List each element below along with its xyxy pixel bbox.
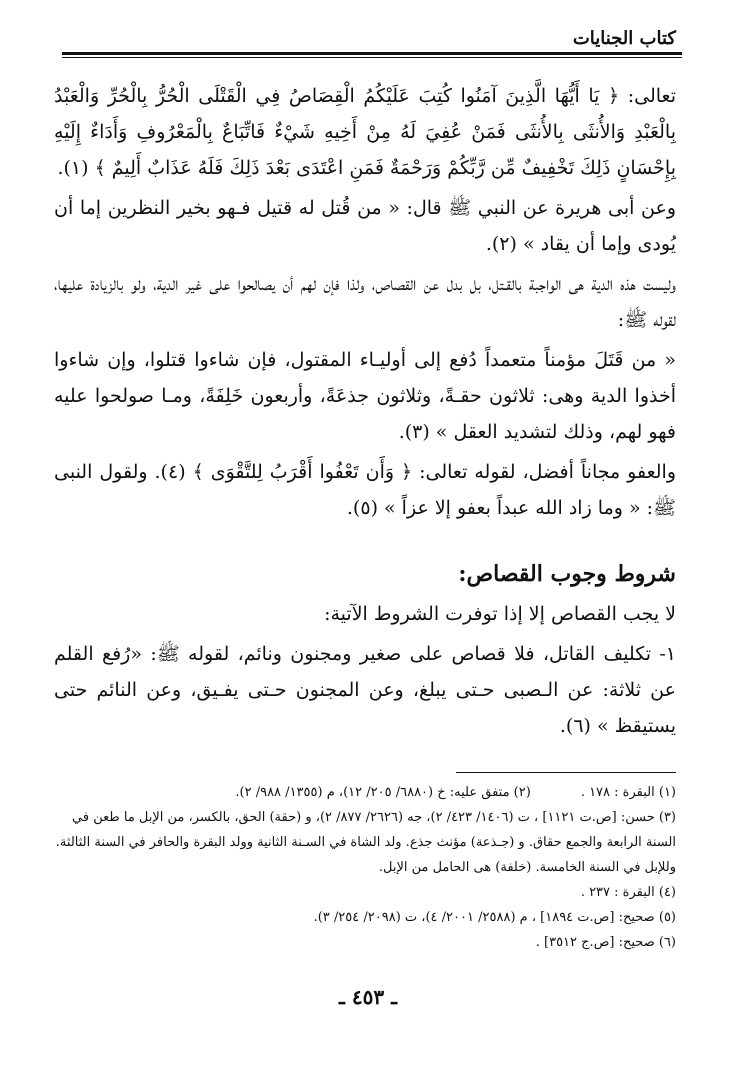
paragraph-diya: وليست هذه الدية هى الواجبة بالقـتل، بل بدل عن القصاص، ولذا فإن لهم أن يصالحوا على غير الدية، ولو بالزيادة عليها، لقوله ﷺ: [54,273,676,331]
paragraph-condition-1: ١- تكليف القاتل، فلا قصاص على صغير ومجنون ونائم، لقوله ﷺ: «رُفع القلم عن ثلاثة: عن الـصبى حـتى يبلغ، وعن المجنون حـتى يفـيق، وعن النائم حتى يستيقظ » (٦). [54,643,676,737]
footnote-6: (٦) صحيح: [ص.ج ٣٥١٢] . [535,935,676,950]
paragraph-hadith-diya: « من قَتَلَ مؤمناً متعمداً دُفع إلى أوليـاء المقتول، فإن شاءوا قتلوا، وإن شاءوا أخذوا الدية وهى: ثلاثون حقـةً، وثلاثون جذعَةً، وأربعون خَلِفَةً، ومـا صولحوا عليه فهو لهم، وذلك لتشديد العقل » (٣). [54,349,676,443]
footnote-2: (٢) متفق عليه: خ (٦٨٨٠/ ٢٠٥/ ١٢)، م (١٣٥٥/ ٩٨٨/ ٢). [235,785,531,800]
footnote-rule [456,772,676,773]
paragraph-hadith-abu-hurayra: وعن أبى هريرة عن النبي ﷺ قال: « من قُتل له قتيل فـهو بخير النظرين إما أن يُودى وإما أن يقاد » (٢). [54,197,676,255]
main-text [54,78,676,748]
footnote-3: (٣) حسن: [ص.ت ١١٢١] ، ت (١٤٠٦/ ٤٢٣/ ٢)، جه (٢٦٢٦/ ٨٧٧/ ٢)، و (حقة) الحق، بالكسر، من الإبل ما طعن في السنة الرابعة والجمع حقاق. و (جـذعة) مؤنث جذع. ولد الشاة في السـنة الثانية وولد البقرة والحافر في السنة الثالثة. وللإبل في السنة الخامسة. (خلفة) هى الحامل من الإبل. [55,810,676,875]
page-number: ـ ٤٥٣ ـ [339,985,397,1009]
footnote-1: (١) البقرة : ١٧٨ . [580,785,676,800]
footnote-row-1-2 [54,780,676,805]
footnote-4: (٤) البقرة : ٢٣٧ . [580,885,676,900]
header-rule [62,52,682,58]
paragraph-pardon: والعفو مجاناً أفضل، لقوله تعالى: ﴿ وَأَن تَعْفُوا أَقْرَبُ لِلتَّقْوَى ﴾ (٤). ولقول النبى ﷺ: « وما زاد الله عبداً بعفو إلا عزاً » (٥). [54,461,676,519]
running-title: كتاب الجنايات [572,28,676,49]
paragraph-conditions-intro: لا يجب القصاص إلا إذا توفرت الشروط الآتية: [324,603,676,625]
footnote-5: (٥) صحيح: [ص.ت ١٨٩٤] ، م (٢٥٨٨/ ٢٠٠١/ ٤)، ت (٢٠٩٨/ ٢٥٤/ ٣). [313,910,676,925]
section-heading: شروط وجوب القصاص: [458,561,676,587]
paragraph-verse: تعالى: ﴿ يَا أَيُّهَا الَّذِينَ آمَنُوا كُتِبَ عَلَيْكُمُ الْقِصَاصُ فِي الْقَتْلَى الْحُرُّ بِالْحُرِّ وَالْعَبْدُ بِالْعَبْدِ وَالأُنثَى بِالأُنثَى فَمَنْ عُفِيَ لَهُ مِنْ أَخِيهِ شَيْءٌ فَاتِّبَاعٌ بِالْمَعْرُوفِ وَأَدَاءٌ إِلَيْهِ بِإِحْسَانٍ ذَلِكَ تَخْفِيفٌ مِّن رَّبِّكُمْ وَرَحْمَةٌ فَمَنِ اعْتَدَى بَعْدَ ذَلِكَ فَلَهُ عَذَابٌ أَلِيمٌ ﴾ (١). [54,85,676,179]
footnotes [54,780,676,955]
